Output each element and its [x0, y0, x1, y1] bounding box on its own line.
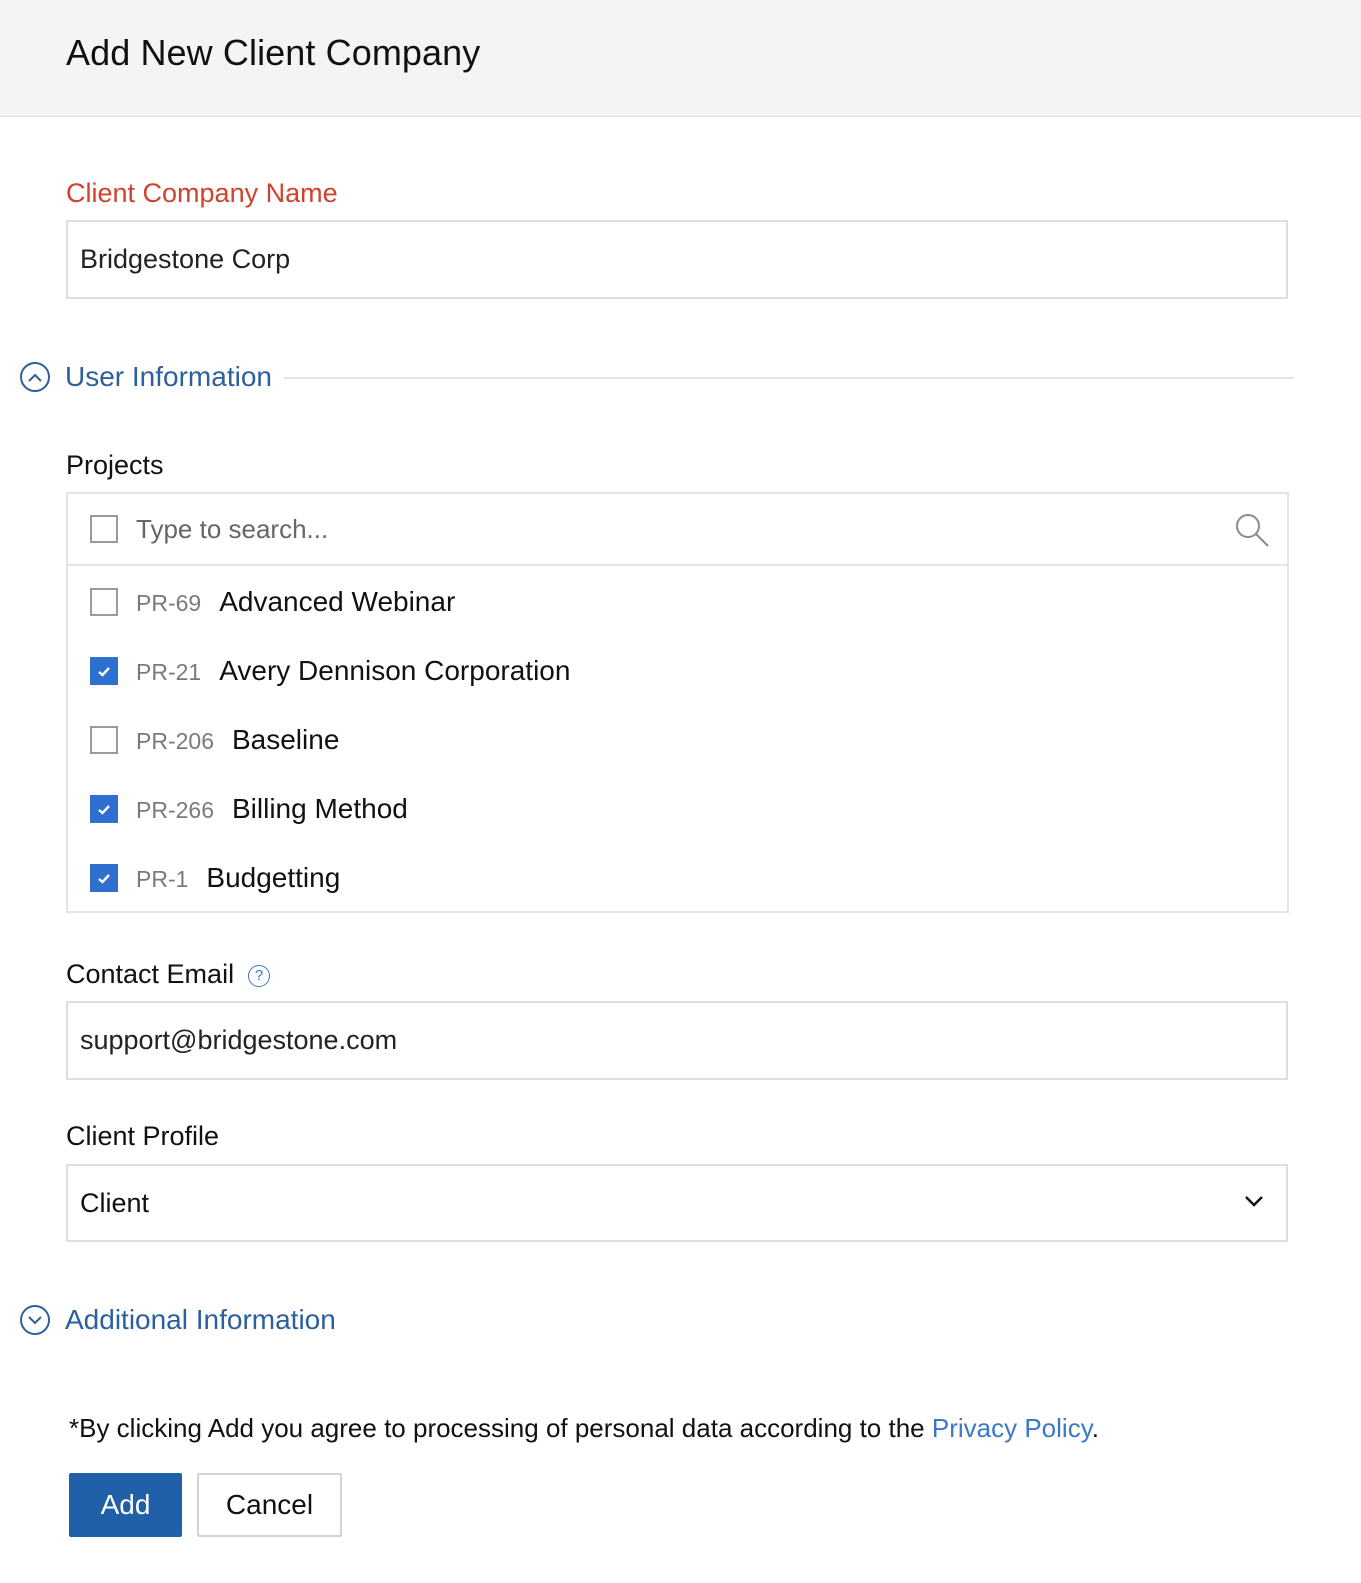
cancel-button[interactable]: Cancel — [197, 1473, 342, 1537]
contact-email-label: Contact Email — [66, 959, 235, 989]
select-all-checkbox[interactable] — [90, 515, 118, 543]
client-profile-select[interactable] — [66, 1164, 1288, 1242]
project-name: Baseline — [231, 724, 340, 755]
project-id: PR-69 — [136, 590, 202, 616]
checkmark-icon — [97, 804, 111, 815]
add-button[interactable]: Add — [69, 1473, 182, 1537]
client-profile-value: Client — [80, 1188, 150, 1218]
project-checkbox[interactable] — [90, 588, 118, 616]
company-name-input[interactable] — [66, 220, 1288, 299]
chevron-down-icon — [20, 1305, 50, 1335]
projects-search-input[interactable] — [136, 508, 1216, 550]
user-information-toggle[interactable] — [20, 360, 272, 394]
project-row-pr-1[interactable] — [68, 854, 1287, 902]
projects-label: Projects — [66, 450, 164, 480]
privacy-policy-link[interactable]: Privacy Policy — [931, 1413, 1092, 1443]
project-id: PR-1 — [136, 866, 189, 892]
project-checkbox[interactable] — [90, 864, 118, 892]
project-name: Budgetting — [206, 862, 341, 893]
search-icon[interactable] — [1234, 512, 1270, 553]
section-divider — [284, 377, 1294, 379]
project-name: Avery Dennison Corporation — [219, 655, 571, 686]
project-checkbox[interactable] — [90, 657, 118, 685]
company-name-label: Client Company Name — [66, 178, 338, 208]
chevron-up-icon — [20, 362, 50, 392]
checkmark-icon — [97, 873, 111, 884]
user-information-title: User Information — [65, 361, 272, 392]
project-row-pr-69[interactable] — [68, 578, 1287, 626]
project-name: Advanced Webinar — [219, 586, 456, 617]
consent-suffix: . — [1091, 1413, 1099, 1443]
dialog-header — [0, 0, 1361, 117]
project-checkbox[interactable] — [90, 726, 118, 754]
projects-search-bar — [68, 494, 1287, 566]
checkmark-icon — [97, 666, 111, 677]
page-title: Add New Client Company — [66, 32, 481, 73]
project-id: PR-266 — [136, 797, 214, 823]
project-id: PR-21 — [136, 659, 202, 685]
privacy-consent-text — [69, 1413, 1099, 1444]
project-name: Billing Method — [231, 793, 408, 824]
additional-information-toggle[interactable] — [20, 1303, 336, 1337]
project-row-pr-266[interactable] — [68, 785, 1287, 833]
consent-text: *By clicking Add you agree to processing of personal data according to the — [69, 1413, 932, 1443]
project-checkbox[interactable] — [90, 795, 118, 823]
project-row-pr-21[interactable] — [68, 647, 1287, 695]
projects-multiselect — [66, 492, 1289, 913]
additional-information-title: Additional Information — [65, 1304, 336, 1335]
contact-email-input[interactable] — [66, 1001, 1288, 1080]
project-id: PR-206 — [136, 728, 214, 754]
client-profile-label: Client Profile — [66, 1121, 220, 1151]
help-icon[interactable]: ? — [248, 965, 270, 987]
project-row-pr-206[interactable] — [68, 716, 1287, 764]
chevron-down-icon — [1244, 1194, 1264, 1212]
